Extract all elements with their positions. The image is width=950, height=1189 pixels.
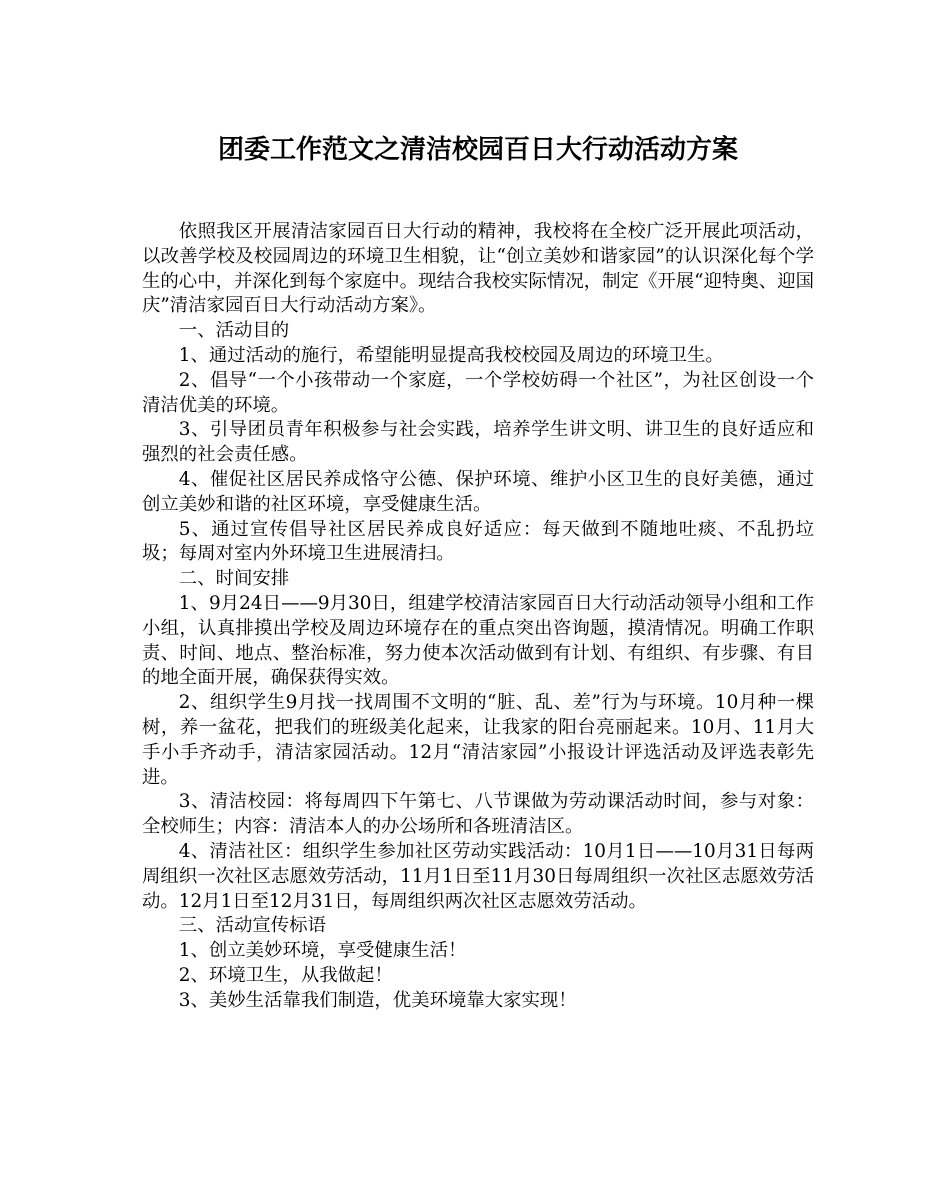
purpose-item-4: 4、催促社区居民养成恪守公德、保护环境、维护小区卫生的良好美德，通过创立美妙和谐的社区环境，享受健康生活。 — [142, 468, 814, 515]
schedule-item-1: 1、9月24日——9月30日，组建学校清洁家园百日大行动活动领导小组和工作小组，认真排摸出学校及周边环境存在的重点突出咨询题，摸清情况。明确工作职责、时间、地点、整治标准，努力使本次活动做到有计划、有组织、有步骤、有目的地全面开展，确保获得实效。 — [142, 592, 814, 689]
document-title: 团委工作范文之清洁校园百日大行动活动方案 — [217, 135, 738, 165]
purpose-item-5: 5、通过宣传倡导社区居民养成良好适应：每天做到不随地吐痰、不乱扔垃圾；每周对室内外环境卫生进展清扫。 — [142, 518, 814, 565]
section-heading-slogans: 三、活动宣传标语 — [178, 915, 326, 937]
slogan-item-1: 1、创立美妙环境，享受健康生活！ — [178, 940, 467, 962]
schedule-item-3: 3、清洁校园：将每周四下午第七、八节课做为劳动课活动时间，参与对象：全校师生；内容：清洁本人的办公场所和各班清洁区。 — [142, 791, 814, 838]
document-body — [142, 220, 814, 1014]
schedule-item-4: 4、清洁社区：组织学生参加社区劳动实践活动：10月1日——10月31日每两周组织一次社区志愿效劳活动，11月1日至11月30日每周组织一次社区志愿效劳活动。12月1日至12月31日，每周组织两次社区志愿效劳活动。 — [142, 840, 814, 912]
purpose-item-3: 3、引导团员青年积极参与社会实践，培养学生讲文明、讲卫生的良好适应和强烈的社会责任感。 — [142, 419, 814, 466]
slogan-item-3: 3、美妙生活靠我们制造，优美环境靠大家实现！ — [178, 989, 577, 1011]
purpose-item-2: 2、倡导“一个小孩带动一个家庭，一个学校妨碍一个社区”，为社区创设一个清洁优美的环境。 — [142, 369, 814, 416]
document-page — [142, 128, 814, 1014]
section-heading-purpose: 一、活动目的 — [178, 320, 290, 342]
purpose-item-1: 1、通过活动的施行，希望能明显提高我校校园及周边的环境卫生。 — [178, 344, 724, 366]
intro-paragraph: 依照我区开展清洁家园百日大行动的精神，我校将在全校广泛开展此项活动，以改善学校及校园周边的环境卫生相貌，让“创立美妙和谐家园”的认识深化每个学生的心中，并深化到每个家庭中。现结合我校实际情况，制定《开展“迎特奥、迎国庆”清洁家园百日大行动活动方案》。 — [142, 221, 814, 317]
section-heading-schedule: 二、时间安排 — [178, 568, 290, 590]
schedule-item-2: 2、组织学生9月找一找周围不文明的“脏、乱、差”行为与环境。10月种一棵树，养一盆花，把我们的班级美化起来，让我家的阳台亮丽起来。10月、11月大手小手齐动手，清洁家园活动。12月“清洁家园”小报设计评选活动及评选表彰先进。 — [142, 692, 814, 788]
slogan-item-2: 2、环境卫生，从我做起！ — [178, 964, 393, 986]
